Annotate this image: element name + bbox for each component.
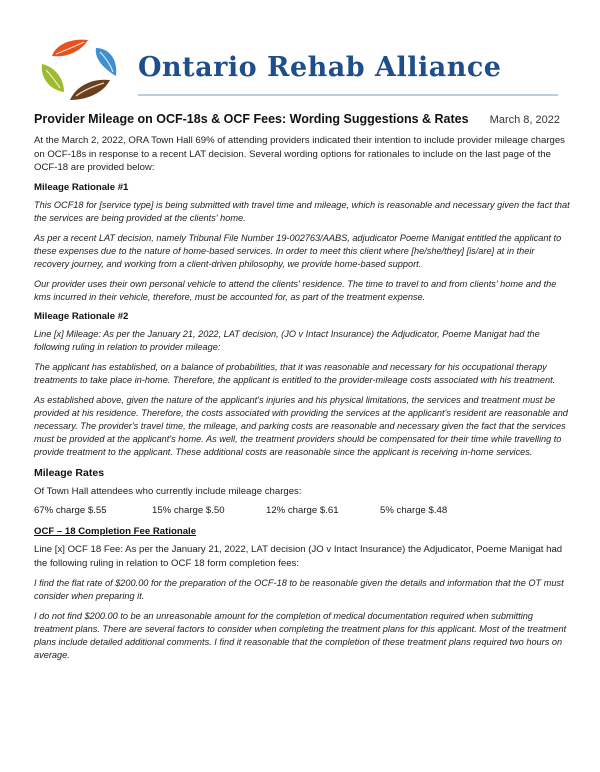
document-date: March 8, 2022 — [489, 114, 560, 126]
ocf18-fee-paragraph: I do not find $200.00 to be an unreasonable amount for the completion of medical documentation required when submitting treatment plans. There are several factors to consider when completing the treatment plans for this applicant. Most of the treatment plans include detailed additional comments. I find it reasonable that the completion of these treatment plans required two hours on average. — [34, 611, 567, 660]
rationale-2-heading: Mileage Rationale #2 — [34, 310, 129, 322]
ocf18-fee-heading: OCF – 18 Completion Fee Rationale — [34, 526, 197, 537]
rationale-2-paragraph: As established above, given the nature of the applicant's injuries and his physical limitations, the services and treatment must be provided at his residence. Therefore, the costs associated with providing the services at the applicant's resident are reasonable and necessary. The provider's travel time, the mileage, and parking costs are reasonable and necessary given the fact that the services must be provided at the applicant's home. As well, the treatment providers should be compensated for their time while travelling to provide treatment to the applicant. These additional costs are reasonable since the applicant is receiving in-home services. — [34, 394, 568, 457]
document-title: Provider Mileage on OCF-18s & OCF Fees: Wording Suggestions & Rates — [34, 112, 469, 126]
rationale-2-paragraph: The applicant has established, on a balance of probabilities, that it was reasonable and necessary for his occupational therapy treatments to take place in-home. Therefore, the applicant is entitled to the provider-mileage costs associated with his treatment. — [34, 361, 556, 385]
intro-paragraph: At the March 2, 2022, ORA Town Hall 69% of attending providers indicated their intention to include provider mileage charges on OCF-18s in response to a recent LAT decision. Several wording options for rationales to include on the last page of the OCF-18 are provided below: — [34, 135, 565, 173]
ocf18-fee-intro: Line [x] OCF 18 Fee: As per the January 21, 2022, LAT decision (JO v Intact Insurance) the Adjudicator, Poeme Manigat had the following ruling in relation to OCF 18 form completion fees: — [34, 544, 563, 569]
rate-item: 12% charge $.61 — [266, 505, 339, 516]
title-row — [34, 112, 570, 126]
mileage-rates-heading: Mileage Rates — [34, 466, 105, 479]
mileage-rates-intro: Of Town Hall attendees who currently include mileage charges: — [34, 485, 302, 497]
organization-logo — [38, 36, 538, 106]
rationale-2-paragraph: Line [x] Mileage: As per the January 21, 2022, LAT decision, (JO v Intact Insurance) the Adjudicator, Poeme Manigat had the following ruling in relation to provider mileage: — [34, 328, 540, 352]
ocf18-fee-paragraph: I find the flat rate of $200.00 for the preparation of the OCF-18 to be reasonable given the details and information that the OT must consider when preparing it. — [34, 578, 564, 601]
mileage-rates-list — [34, 505, 570, 516]
rationale-1-paragraph: Our provider uses their own personal vehicle to attend the clients' residence. The time to travel to and from clients' home and the kms incurred in their vehicle, therefore, must be accounted for, as part of the treatment expense. — [34, 278, 557, 302]
rationale-1-heading: Mileage Rationale #1 — [34, 181, 129, 193]
document-body — [34, 112, 570, 669]
leaf-logo-icon — [38, 36, 126, 102]
rate-item: 5% charge $.48 — [380, 505, 448, 516]
rate-item: 67% charge $.55 — [34, 505, 107, 516]
rationale-1-paragraph: This OCF18 for [service type] is being submitted with travel time and mileage, which is reasonable and necessary given the fact that the services are being provided at the clients' home. — [34, 199, 570, 223]
organization-name: Ontario Rehab Alliance — [138, 52, 502, 83]
rate-item: 15% charge $.50 — [152, 505, 225, 516]
rationale-1-paragraph: As per a recent LAT decision, namely Tribunal File Number 19-002763/AABS, adjudicator Poeme Manigat entitled the applicant to these expenses due to the nature of home-based services. In order to meet this client where [he/she/they] [is/are] at in their recovery journey, and working from a client-driven philosophy, we provide home-based support. — [34, 232, 562, 269]
logo-divider — [138, 94, 558, 96]
